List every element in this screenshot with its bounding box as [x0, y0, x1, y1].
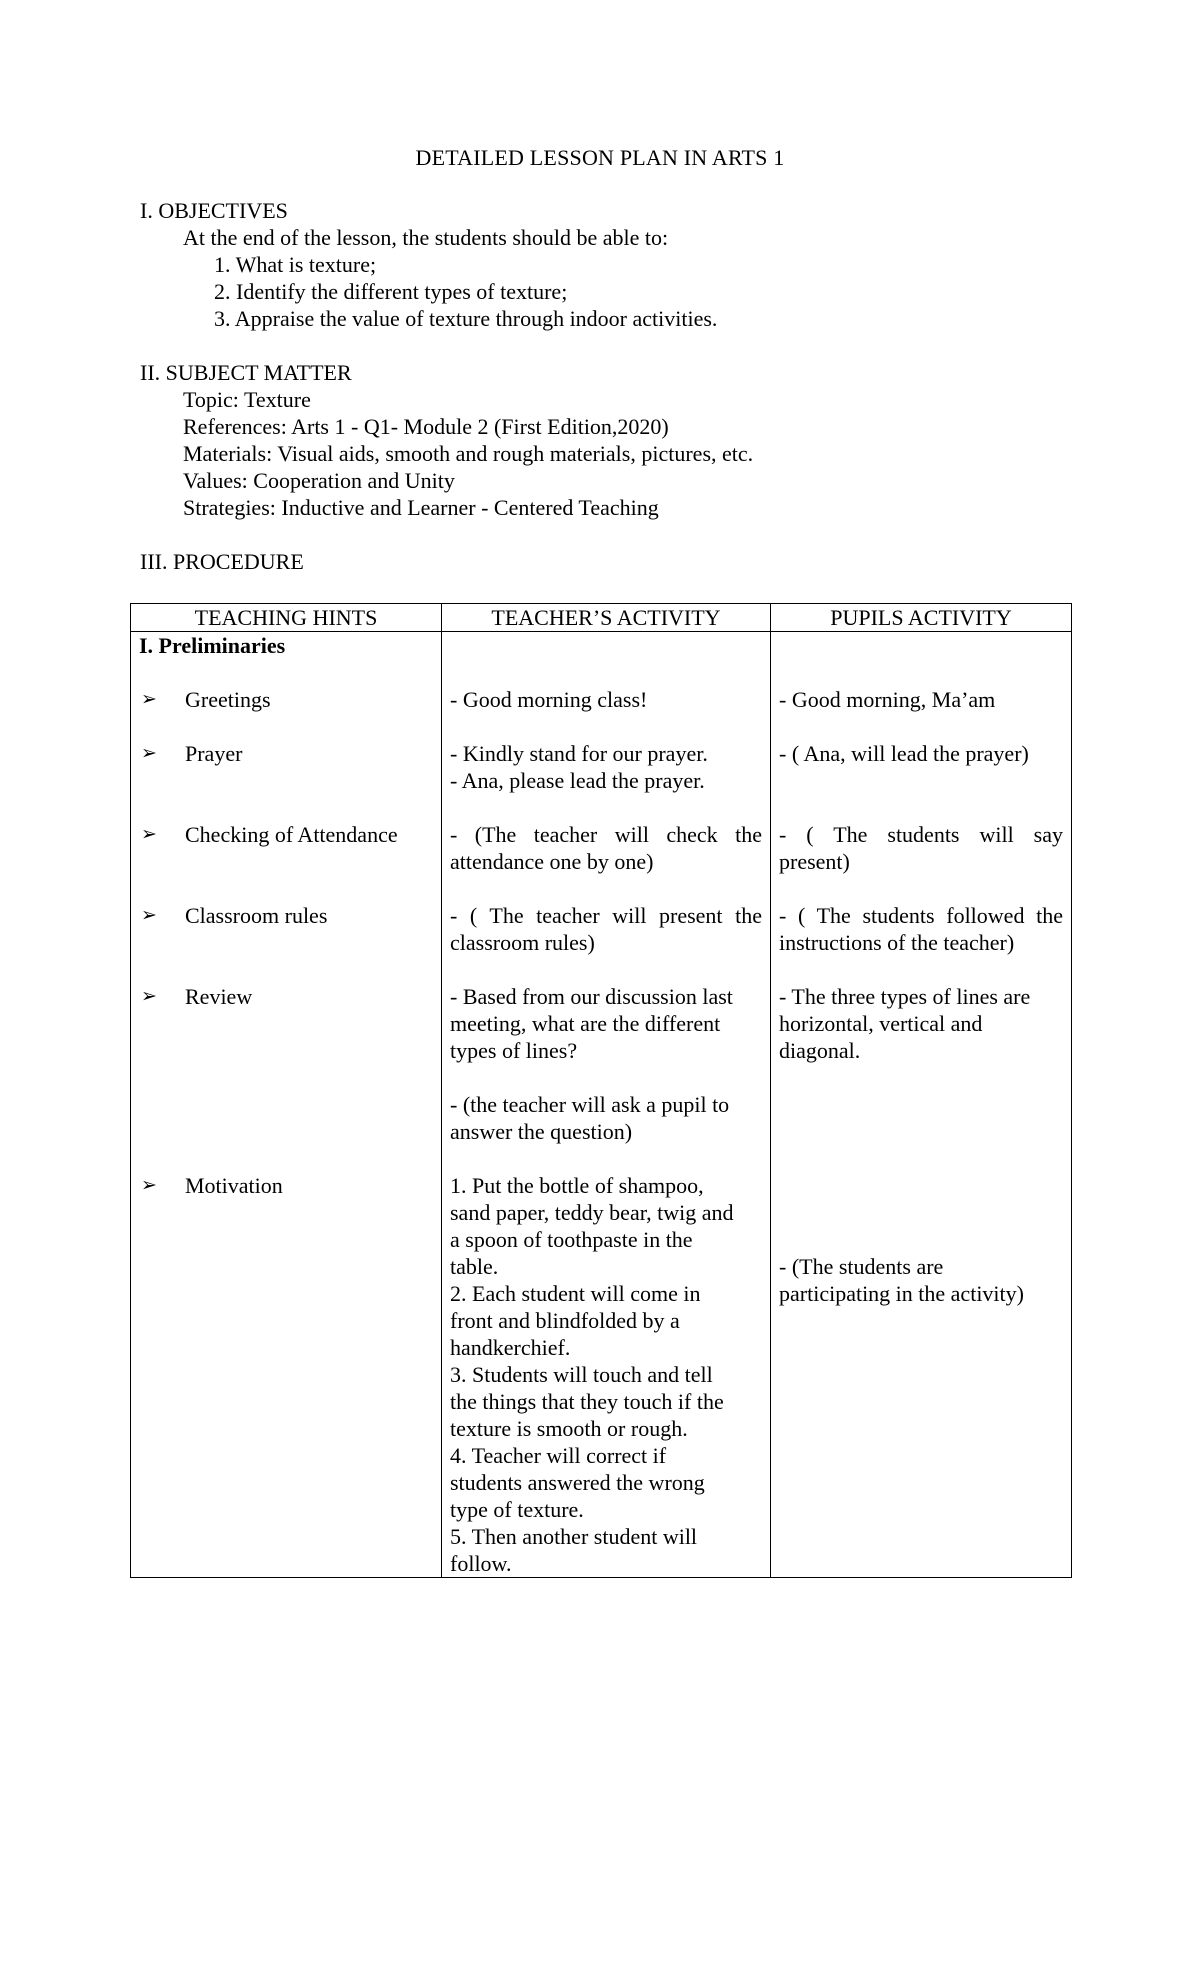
hint-prayer: ➢ Prayer — [141, 741, 243, 766]
teacher-motivation-line: 3. Students will touch and tell — [450, 1362, 713, 1387]
section-label: I. Preliminaries — [139, 633, 286, 658]
teacher-motivation-line: front and blindfolded by a — [450, 1308, 680, 1333]
pupil-greetings: - Good morning, Ma’am — [779, 687, 996, 712]
teacher-activity-cell — [442, 632, 771, 1578]
hint-review: ➢ Review — [141, 984, 253, 1009]
arrow-bullet-icon: ➢ — [141, 823, 157, 845]
teacher-review-line: answer the question) — [450, 1119, 633, 1144]
procedure-table — [130, 603, 1072, 1578]
pupil-review-line: horizontal, vertical and — [779, 1011, 983, 1036]
pupil-review-line: - The three types of lines are — [779, 984, 1031, 1009]
objective-item: 2. Identify the different types of texture; — [214, 279, 568, 304]
pupil-classroom-rules: - ( The students followed the instructions of the teacher) — [779, 903, 1063, 955]
subject-matter-heading: II. SUBJECT MATTER — [140, 360, 352, 385]
hint-attendance: ➢ Checking of Attendance — [141, 822, 398, 847]
pupil-attendance: - ( The students will say present) — [779, 822, 1063, 874]
teacher-motivation-line: texture is smooth or rough. — [450, 1416, 688, 1441]
table-row — [131, 632, 1072, 1578]
hint-greetings: ➢ Greetings — [141, 687, 271, 712]
subject-topic: Topic: Texture — [183, 387, 311, 412]
column-header-teaching-hints: TEACHING HINTS — [131, 604, 442, 632]
hint-motivation: ➢ Motivation — [141, 1173, 283, 1198]
arrow-bullet-icon: ➢ — [141, 904, 157, 926]
teacher-motivation-line: type of texture. — [450, 1497, 584, 1522]
teacher-motivation-line: 2. Each student will come in — [450, 1281, 701, 1306]
teacher-classroom-rules: - ( The teacher will present the classroom rules) — [450, 903, 762, 955]
teacher-motivation-line: the things that they touch if the — [450, 1389, 724, 1414]
teacher-motivation-line: sand paper, teddy bear, twig and — [450, 1200, 734, 1225]
arrow-bullet-icon: ➢ — [141, 742, 157, 764]
document-title: DETAILED LESSON PLAN IN ARTS 1 — [415, 145, 785, 170]
teacher-greetings: - Good morning class! — [450, 687, 648, 712]
arrow-bullet-icon: ➢ — [141, 985, 157, 1007]
teacher-motivation-line: 4. Teacher will correct if — [450, 1443, 667, 1468]
teacher-review-line: types of lines? — [450, 1038, 578, 1063]
objectives-heading: I. OBJECTIVES — [140, 198, 288, 223]
teacher-review-line: meeting, what are the different — [450, 1011, 721, 1036]
subject-references: References: Arts 1 - Q1- Module 2 (First Edition,2020) — [183, 414, 669, 439]
teacher-prayer-line: - Ana, please lead the prayer. — [450, 768, 705, 793]
teacher-motivation-line: a spoon of toothpaste in the — [450, 1227, 693, 1252]
pupil-motivation-line: participating in the activity) — [779, 1281, 1024, 1306]
column-header-pupils-activity: PUPILS ACTIVITY — [771, 604, 1072, 632]
pupil-prayer: - ( Ana, will lead the prayer) — [779, 741, 1029, 766]
teacher-review-line: - Based from our discussion last — [450, 984, 733, 1009]
objective-item: 3. Appraise the value of texture through indoor activities. — [214, 306, 718, 331]
teacher-motivation-line: 5. Then another student will — [450, 1524, 698, 1549]
arrow-bullet-icon: ➢ — [141, 1174, 157, 1196]
pupil-review-line: diagonal. — [779, 1038, 861, 1063]
teacher-motivation-line: students answered the wrong — [450, 1470, 705, 1495]
pupils-activity-cell — [771, 632, 1072, 1578]
teacher-prayer-line: - Kindly stand for our prayer. — [450, 741, 708, 766]
table-header-row — [131, 604, 1072, 632]
teacher-attendance: - (The teacher will check the attendance one by one) — [450, 822, 762, 874]
hint-classroom-rules: ➢ Classroom rules — [141, 903, 328, 928]
teacher-motivation-line: handkerchief. — [450, 1335, 571, 1360]
subject-values: Values: Cooperation and Unity — [183, 468, 455, 493]
objectives-intro: At the end of the lesson, the students should be able to: — [183, 225, 669, 250]
subject-materials: Materials: Visual aids, smooth and rough materials, pictures, etc. — [183, 441, 754, 466]
teacher-motivation-line: follow. — [450, 1551, 512, 1576]
arrow-bullet-icon: ➢ — [141, 688, 157, 710]
objective-item: 1. What is texture; — [214, 252, 377, 277]
subject-strategies: Strategies: Inductive and Learner - Centered Teaching — [183, 495, 659, 520]
teacher-review-line: - (the teacher will ask a pupil to — [450, 1092, 730, 1117]
teacher-motivation-line: 1. Put the bottle of shampoo, — [450, 1173, 704, 1198]
hints-cell — [131, 632, 442, 1578]
teacher-motivation-line: table. — [450, 1254, 499, 1279]
column-header-teacher-activity: TEACHER’S ACTIVITY — [442, 604, 771, 632]
procedure-heading: III. PROCEDURE — [140, 549, 304, 574]
pupil-motivation-line: - (The students are — [779, 1254, 944, 1279]
